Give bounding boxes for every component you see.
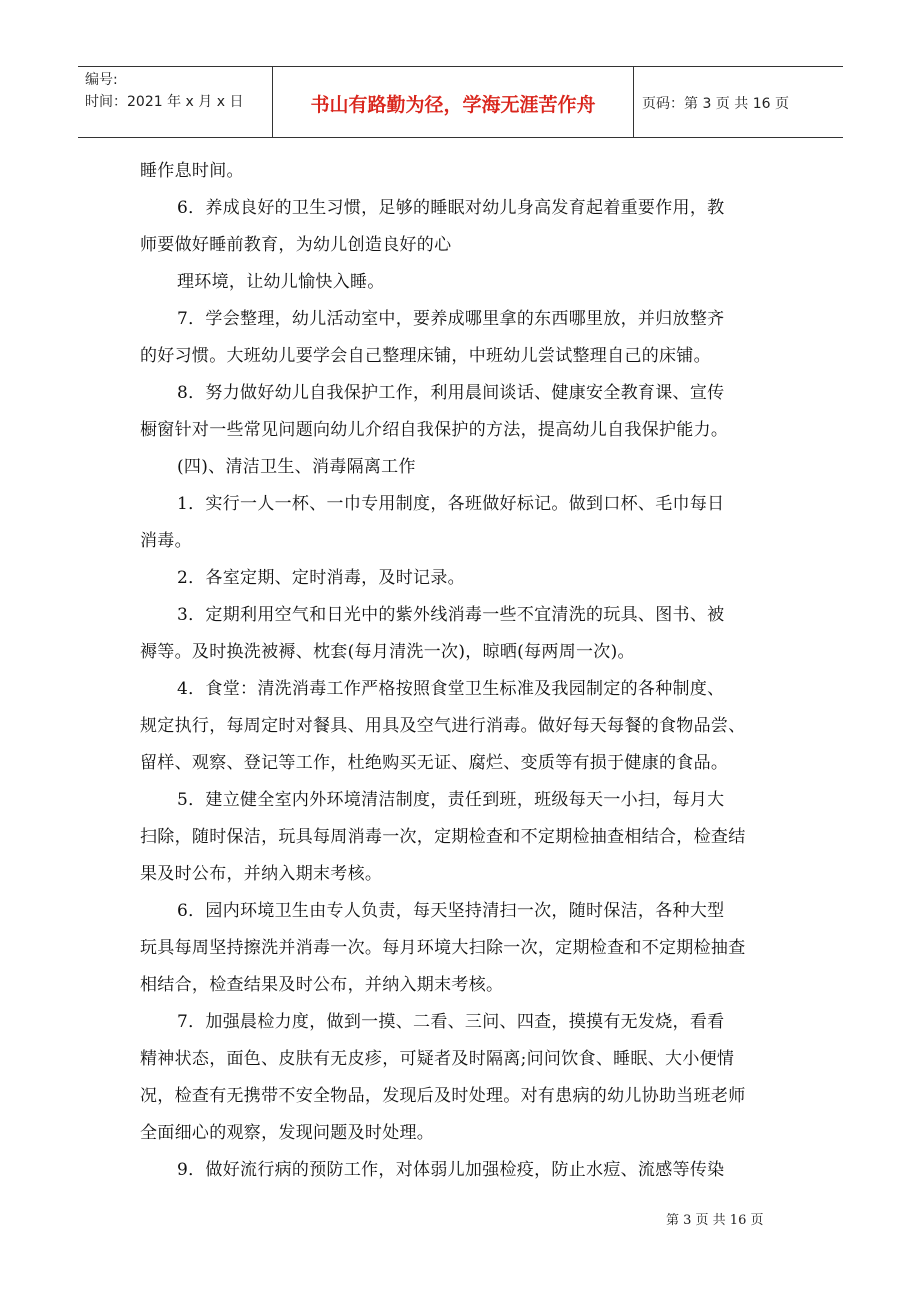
body-line: 相结合，检查结果及时公布，并纳入期末考核。 (140, 975, 504, 995)
body-line: 4．食堂：清洗消毒工作严格按照食堂卫生标准及我园制定的各种制度、 (177, 679, 725, 699)
body-line: 扫除，随时保洁，玩具每周消毒一次，定期检查和不定期检抽查相结合，检查结 (140, 827, 746, 847)
body-line: 6．园内环境卫生由专人负责，每天坚持清扫一次，随时保洁，各种大型 (177, 901, 725, 921)
header-meta-cell (78, 67, 273, 137)
body-line: 褥等。及时换洗被褥、枕套(每月清洗一次)，晾晒(每两周一次)。 (140, 642, 635, 662)
body-line: 理环境，让幼儿愉快入睡。 (177, 272, 385, 292)
header-page-cell (634, 67, 843, 137)
header-motto: 书山有路勤为径，学海无涯苦作舟 (310, 94, 596, 116)
page-footer: 第 3 页 共 16 页 (666, 1213, 764, 1228)
body-line: 橱窗针对一些常见问题向幼儿介绍自我保护的方法，提高幼儿自我保护能力。 (140, 420, 729, 440)
body-line: 2．各室定期、定时消毒，及时记录。 (177, 568, 465, 588)
body-line: 规定执行，每周定时对餐具、用具及空气进行消毒。做好每天每餐的食物品尝、 (140, 716, 746, 736)
body-line: 况，检查有无携带不安全物品，发现后及时处理。对有患病的幼儿协助当班老师 (140, 1086, 746, 1106)
document-date: 时间：2021 年 x 月 x 日 (85, 94, 244, 110)
body-line: 7．学会整理，幼儿活动室中，要养成哪里拿的东西哪里放，并归放整齐 (177, 309, 725, 329)
body-line: 睡作息时间。 (140, 161, 244, 181)
document-body (140, 156, 790, 1192)
document-number-label: 编号: (85, 72, 118, 88)
body-line: 留样、观察、登记等工作，杜绝购买无证、腐烂、变质等有损于健康的食品。 (140, 753, 729, 773)
body-line: 全面细心的观察，发现问题及时处理。 (140, 1123, 435, 1143)
body-line: 9．做好流行病的预防工作，对体弱儿加强检疫，防止水痘、流感等传染 (177, 1160, 725, 1180)
body-line: 师要做好睡前教育，为幼儿创造良好的心 (140, 235, 452, 255)
body-line: 1．实行一人一杯、一巾专用制度，各班做好标记。做到口杯、毛巾每日 (177, 494, 725, 514)
section-heading: (四)、清洁卫生、消毒隔离工作 (177, 457, 416, 477)
body-line: 的好习惯。大班幼儿要学会自己整理床铺，中班幼儿尝试整理自己的床铺。 (140, 346, 711, 366)
header-motto-cell (273, 67, 634, 137)
body-line: 7．加强晨检力度，做到一摸、二看、三问、四查，摸摸有无发烧，看看 (177, 1012, 725, 1032)
body-line: 3．定期利用空气和日光中的紫外线消毒一些不宜清洗的玩具、图书、被 (177, 605, 725, 625)
body-line: 5．建立健全室内外环境清洁制度，责任到班，班级每天一小扫，每月大 (177, 790, 725, 810)
header-page-number: 页码：第 3 页 共 16 页 (642, 96, 789, 112)
body-line: 8．努力做好幼儿自我保护工作，利用晨间谈话、健康安全教育课、宣传 (177, 383, 725, 403)
body-line: 果及时公布，并纳入期末考核。 (140, 864, 383, 884)
body-line: 消毒。 (140, 531, 192, 551)
body-line: 玩具每周坚持擦洗并消毒一次。每月环境大扫除一次，定期检查和不定期检抽查 (140, 938, 746, 958)
body-line: 精神状态，面色、皮肤有无皮疹，可疑者及时隔离;问问饮食、睡眠、大小便情 (140, 1049, 735, 1069)
page-header (78, 66, 843, 138)
body-line: 6．养成良好的卫生习惯，足够的睡眠对幼儿身高发育起着重要作用，教 (177, 198, 725, 218)
